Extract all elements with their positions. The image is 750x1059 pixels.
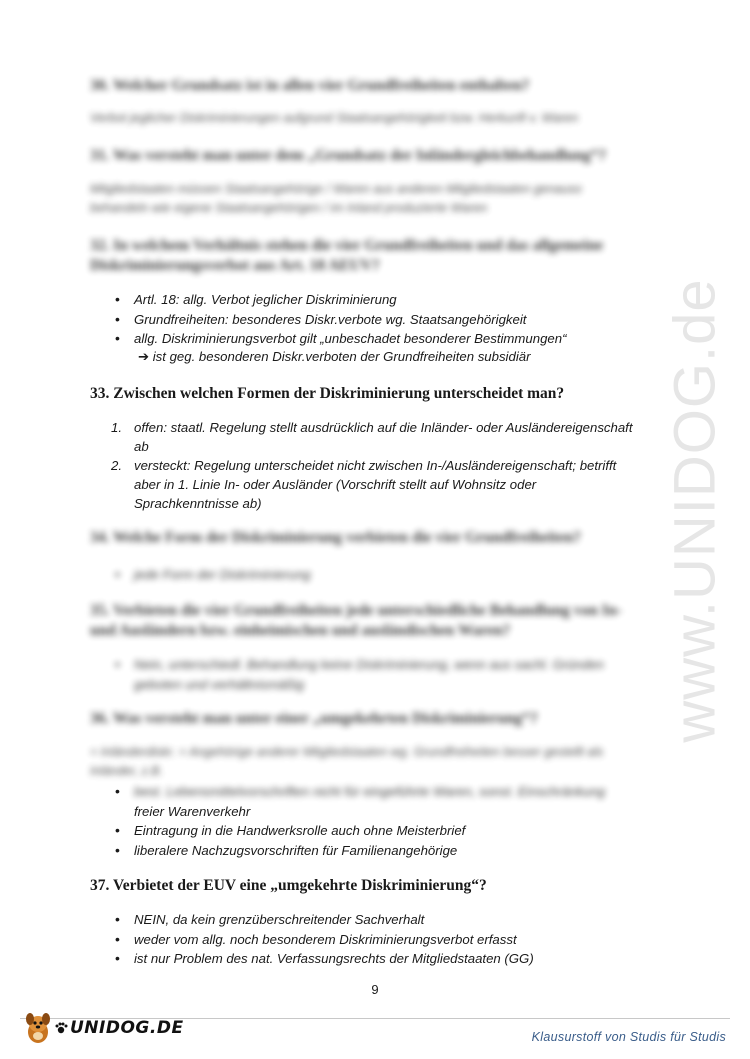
watermark: www.UNIDOG.de — [662, 277, 728, 743]
list-item: • liberalere Nachzugsvorschriften für Familienangehörige — [110, 841, 660, 861]
question-37: 37. Verbietet der EUV eine „umgekehrte Diskriminierung“? — [90, 877, 487, 894]
q35-bullet-list — [110, 655, 660, 694]
paw-icon — [54, 1021, 68, 1035]
list-item: • best. Lebensmittelvorschriften nicht für eingeführte Waren, sonst. Einschränkung freier Warenverkehr — [110, 782, 660, 821]
q32-bullet-list — [110, 290, 660, 349]
question-36: 36. Was versteht man unter einer „umgekehrten Diskriminierung“? — [90, 710, 538, 727]
question-33: 33. Zwischen welchen Formen der Diskriminierung unterscheidet man? — [90, 385, 565, 402]
q33-numbered-list — [111, 418, 671, 513]
dog-mascot-icon — [22, 1010, 54, 1046]
answer-31-line1: Mitgliedstaaten müssen Staatsangehörige / Waren aus anderen Mitgliedstaaten genauso — [90, 182, 582, 196]
list-item: • Artl. 18: allg. Verbot jeglicher Diskriminierung — [110, 290, 660, 310]
q34-bullet-list — [110, 565, 660, 585]
footer-tagline: Klausurstoff von Studis für Studis — [531, 1030, 726, 1044]
question-35-line2: und Ausländern bzw. einheimischen und ausländischen Waren? — [90, 622, 511, 639]
list-item: 1. offen: staatl. Regelung stellt ausdrücklich auf die Inländer- oder Ausländereigenschaft ab — [111, 420, 633, 454]
q36-intro-line2: Inländer, z.B. — [90, 764, 163, 778]
question-32-line1: 32. In welchem Verhältnis stehen die vier Grundfreiheiten und das allgemeine — [90, 237, 604, 254]
logo-text: UNIDOG.DE — [70, 1018, 184, 1038]
question-31: 31. Was versteht man unter dem „Grundsatz der Inländergleichbehandlung“? — [90, 147, 607, 164]
question-30: 30. Welcher Grundsatz ist in allen vier Grundfreiheiten enthalten? — [90, 77, 530, 94]
q37-bullet-list — [110, 910, 660, 969]
list-item: • jede Form der Diskriminierung — [110, 565, 660, 585]
q36-intro-line1: = Inländerdiskr. = Angehörige anderer Mitgliedstaaten wg. Grundfreiheiten besser gestellt als — [90, 745, 604, 759]
q36-bullet-list — [110, 782, 660, 860]
page-number: 9 — [371, 982, 379, 997]
list-item: • Nein, unterschiedl. Behandlung keine Diskriminierung, wenn aus sachl. Gründen geboten und verhältnismäßig — [110, 655, 660, 694]
list-item: • weder vom allg. noch besonderem Diskriminierungsverbot erfasst — [110, 930, 660, 950]
answer-30: Verbot jeglicher Diskriminierungen aufgrund Staatsangehörigkeit bzw. Herkunft v. Waren — [90, 111, 579, 125]
q32-sub-line: ➔ ist geg. besonderen Diskr.verboten der Grundfreiheiten subsidiär — [138, 349, 531, 364]
list-item: • Grundfreiheiten: besonderes Diskr.verbote wg. Staatsangehörigkeit — [110, 310, 660, 330]
unidog-logo — [22, 1008, 184, 1048]
question-32-line2: Diskriminierungsverbot aus Art. 18 AEUV? — [90, 257, 380, 274]
answer-31-line2: behandeln wie eigene Staatsangehörigen / im Inland produzierte Waren — [90, 201, 488, 215]
question-35-line1: 35. Verbieten die vier Grundfreiheiten jede unterschiedliche Behandlung von In- — [90, 602, 622, 619]
list-item: 2. versteckt: Regelung unterscheidet nicht zwischen In-/Ausländereigenschaft; betrifft aber in 1. Linie In- oder Ausländer (Vorschrift stellt auf Wohnsitz oder Sprachkenntnisse ab) — [111, 458, 617, 511]
question-34: 34. Welche Form der Diskriminierung verbieten die vier Grundfreiheiten? — [90, 529, 581, 546]
list-item: • ist nur Problem des nat. Verfassungsrechts der Mitgliedstaaten (GG) — [110, 949, 660, 969]
list-item: • Eintragung in die Handwerksrolle auch ohne Meisterbrief — [110, 821, 660, 841]
list-item: • NEIN, da kein grenzüberschreitender Sachverhalt — [110, 910, 660, 930]
list-item: • allg. Diskriminierungsverbot gilt „unbeschadet besonderer Bestimmungen“ — [110, 329, 660, 349]
